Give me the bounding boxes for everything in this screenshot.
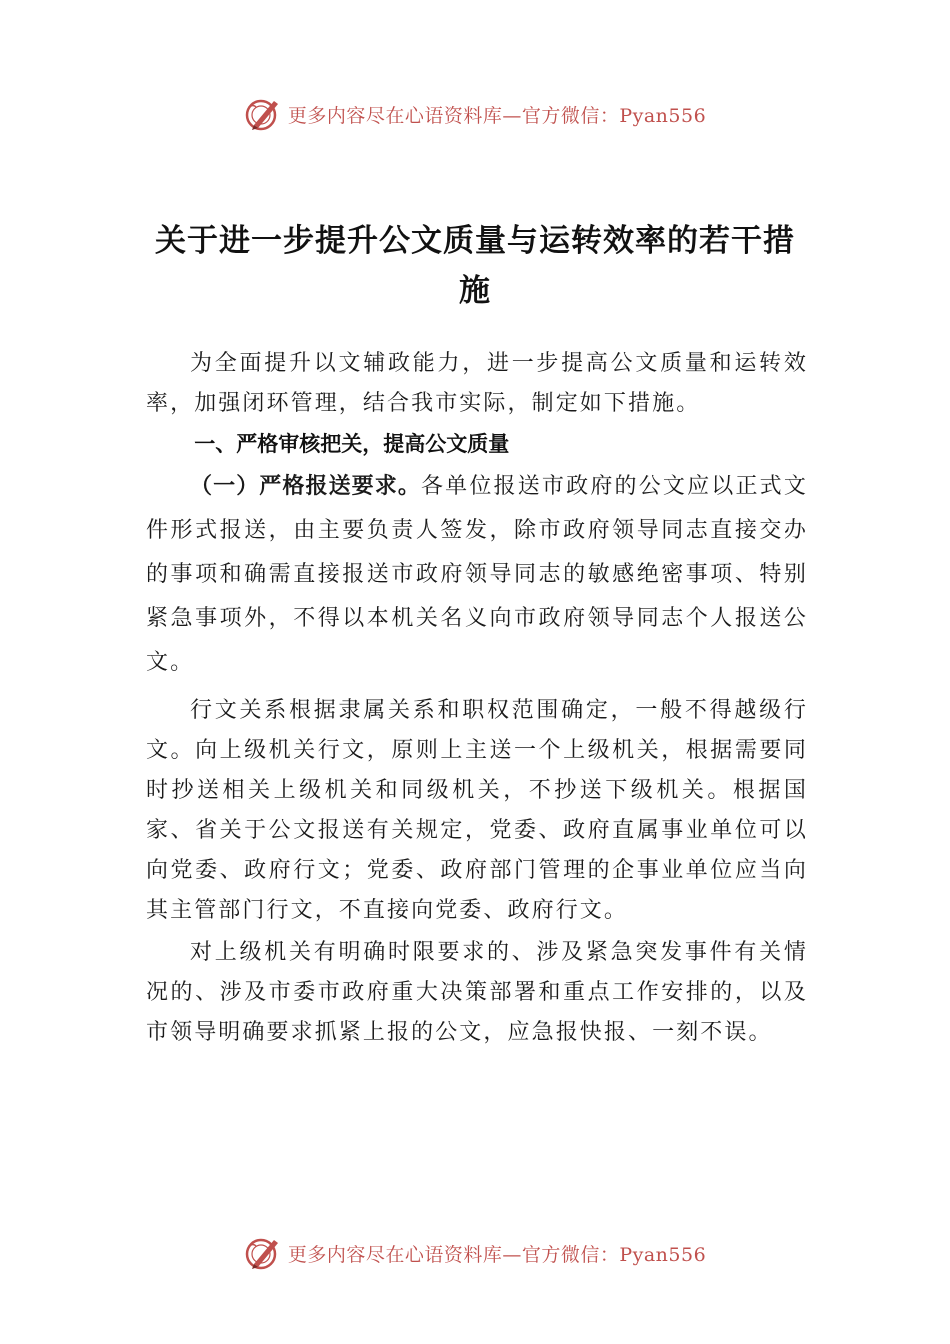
- document-title: 关于进一步提升公文质量与运转效率的若干措施: [155, 223, 795, 309]
- pen-circle-logo-icon: [244, 95, 282, 133]
- paragraph-2: 行文关系根据隶属关系和职权范围确定，一般不得越级行文。向上级机关行文，原则上主送一个上级机关，根据需要同时抄送相关上级机关和同级机关，不抄送下级机关。根据国家、省关于公文报送有关规定，党委、政府直属事业单位可以向党委、政府行文；党委、政府部门管理的企事业单位应当向其主管部门行文，不直接向党委、政府行文。: [146, 698, 808, 923]
- pen-circle-logo-icon: [244, 1234, 282, 1272]
- document-body: [146, 344, 808, 1053]
- top-watermark-banner: [0, 92, 950, 136]
- paragraph-3: 对上级机关有明确时限要求的、涉及紧急突发事件有关情况的、涉及市委市政府重大决策部署和重点工作安排的，以及市领导明确要求抓紧上报的公文，应急报快报、一刻不误。: [146, 940, 808, 1045]
- intro-paragraph: 为全面提升以文辅政能力，进一步提高公文质量和运转效率，加强闭环管理，结合我市实际，制定如下措施。: [146, 351, 808, 416]
- section-heading: 一、严格审核把关，提高公文质量: [194, 432, 510, 456]
- watermark-text: 更多内容尽在心语资料库—官方微信：Pyan556: [287, 1243, 707, 1266]
- item-1-text: 各单位报送市政府的公文应以正式文件形式报送，由主要负责人签发，除市政府领导同志直接交办的事项和确需直接报送市政府领导同志的敏感绝密事项、特别紧急事项外，不得以本机关名义向市政府领导同志个人报送公文。: [146, 474, 808, 675]
- item-1-paragraph: [146, 464, 808, 685]
- bottom-watermark-banner: [0, 1231, 950, 1275]
- watermark-text: 更多内容尽在心语资料库—官方微信：Pyan556: [287, 104, 707, 127]
- item-1-lead: （一）严格报送要求。: [190, 473, 421, 499]
